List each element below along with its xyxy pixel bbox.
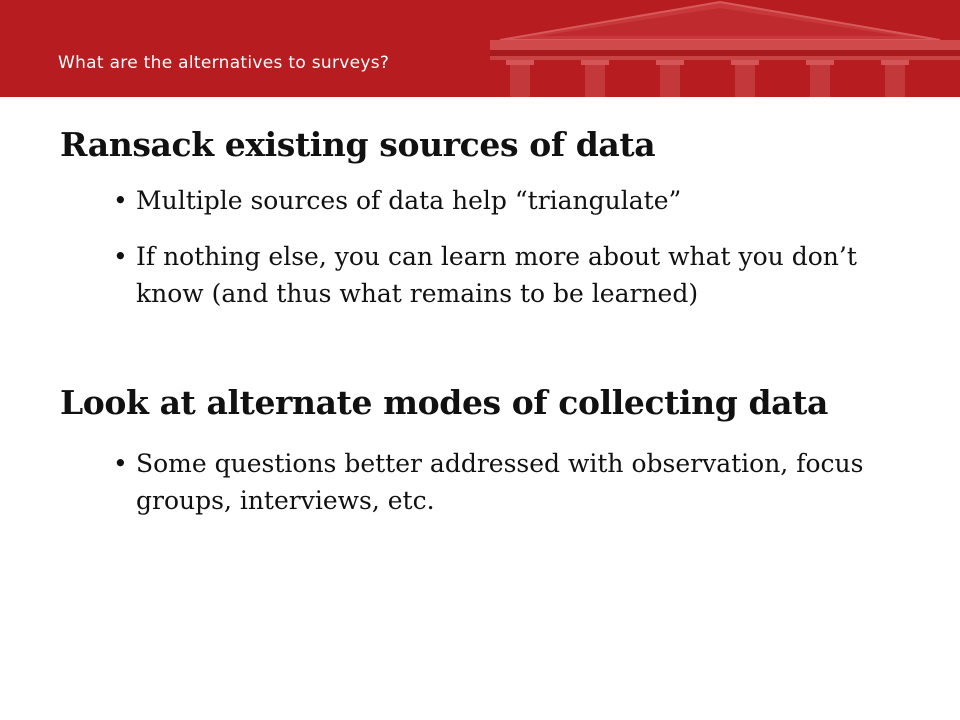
bullet-item bbox=[113, 238, 913, 312]
bullet-icon: • bbox=[113, 242, 128, 271]
section-heading: Ransack existing sources of data bbox=[60, 125, 656, 164]
bullet-text: If nothing else, you can learn more about what you don’t know (and thus what remains to be learned) bbox=[136, 242, 857, 308]
section-heading: Look at alternate modes of collecting data bbox=[60, 383, 828, 422]
bullet-icon: • bbox=[113, 186, 128, 215]
bullet-icon: • bbox=[113, 449, 128, 478]
bullet-item bbox=[113, 445, 913, 519]
bullet-text: Some questions better addressed with observation, focus groups, interviews, etc. bbox=[136, 449, 864, 515]
bullet-item bbox=[113, 182, 913, 219]
bullet-text: Multiple sources of data help “triangulate” bbox=[136, 186, 682, 215]
slide-title: What are the alternatives to surveys? bbox=[58, 53, 390, 73]
